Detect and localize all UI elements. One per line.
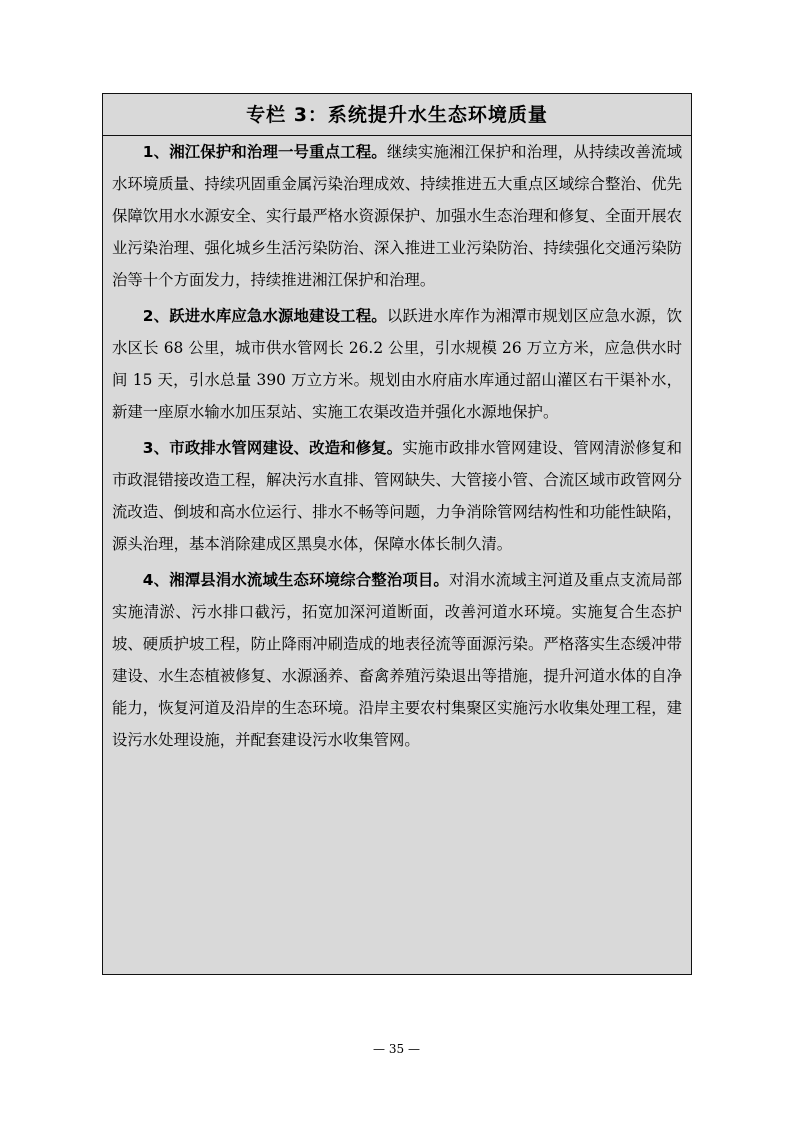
item-3	[112, 432, 682, 560]
item-2-heading: 2、跃进水库应急水源地建设工程。	[142, 307, 387, 325]
item-3-text: 实施市政排水管网建设、管网清淤修复和市政混错接改造工程，解决污水直排、管网缺失、大管接小管、合流区域市政管网分流改造、倒坡和高水位运行、排水不畅等问题，力争消除管网结构性和功能性缺陷，源头治理，基本消除建成区黑臭水体，保障水体长制久清。	[112, 439, 682, 553]
item-4-heading: 4、湘潭县涓水流域生态环境综合整治项目。	[142, 571, 449, 589]
item-3-heading: 3、市政排水管网建设、改造和修复。	[142, 439, 403, 457]
box-body	[112, 136, 682, 760]
page-number: — 35 —	[373, 1042, 420, 1056]
item-4-text: 对涓水流域主河道及重点支流局部实施清淤、污水排口截污，拓宽加深河道断面，改善河道水环境。实施复合生态护坡、硬质护坡工程，防止降雨冲刷造成的地表径流等面源污染。严格落实生态缓冲带建设、水生态植被修复、水源涵养、畜禽养殖污染退出等措施，提升河道水体的自净能力，恢复河道及沿岸的生态环境。沿岸主要农村集聚区实施污水收集处理工程，建设污水处理设施，并配套建设污水收集管网。	[112, 571, 682, 749]
item-4	[112, 564, 682, 756]
item-2	[112, 300, 682, 428]
box-title: 专栏 3：系统提升水生态环境质量	[103, 94, 691, 136]
item-1-text: 继续实施湘江保护和治理，从持续改善流域水环境质量、持续巩固重金属污染治理成效、持续推进五大重点区域综合整治、优先保障饮用水水源安全、实行最严格水资源保护、加强水生态治理和修复、全面开展农业污染治理、强化城乡生活污染防治、深入推进工业污染防治、持续强化交通污染防治等十个方面发力，持续推进湘江保护和治理。	[112, 143, 682, 289]
special-column-box	[102, 93, 692, 975]
item-1	[112, 136, 682, 296]
item-1-heading: 1、湘江保护和治理一号重点工程。	[142, 143, 387, 161]
item-2-text: 以跃进水库作为湘潭市规划区应急水源，饮水区长 68 公里，城市供水管网长 26.2 公里，引水规模 26 万立方米，应急供水时间 15 天，引水总量 390 万立方米。规划由水府庙水库通过韶山灌区右干渠补水，新建一座原水输水加压泵站、实施工农渠改造并强化水源地保护。	[112, 307, 682, 421]
